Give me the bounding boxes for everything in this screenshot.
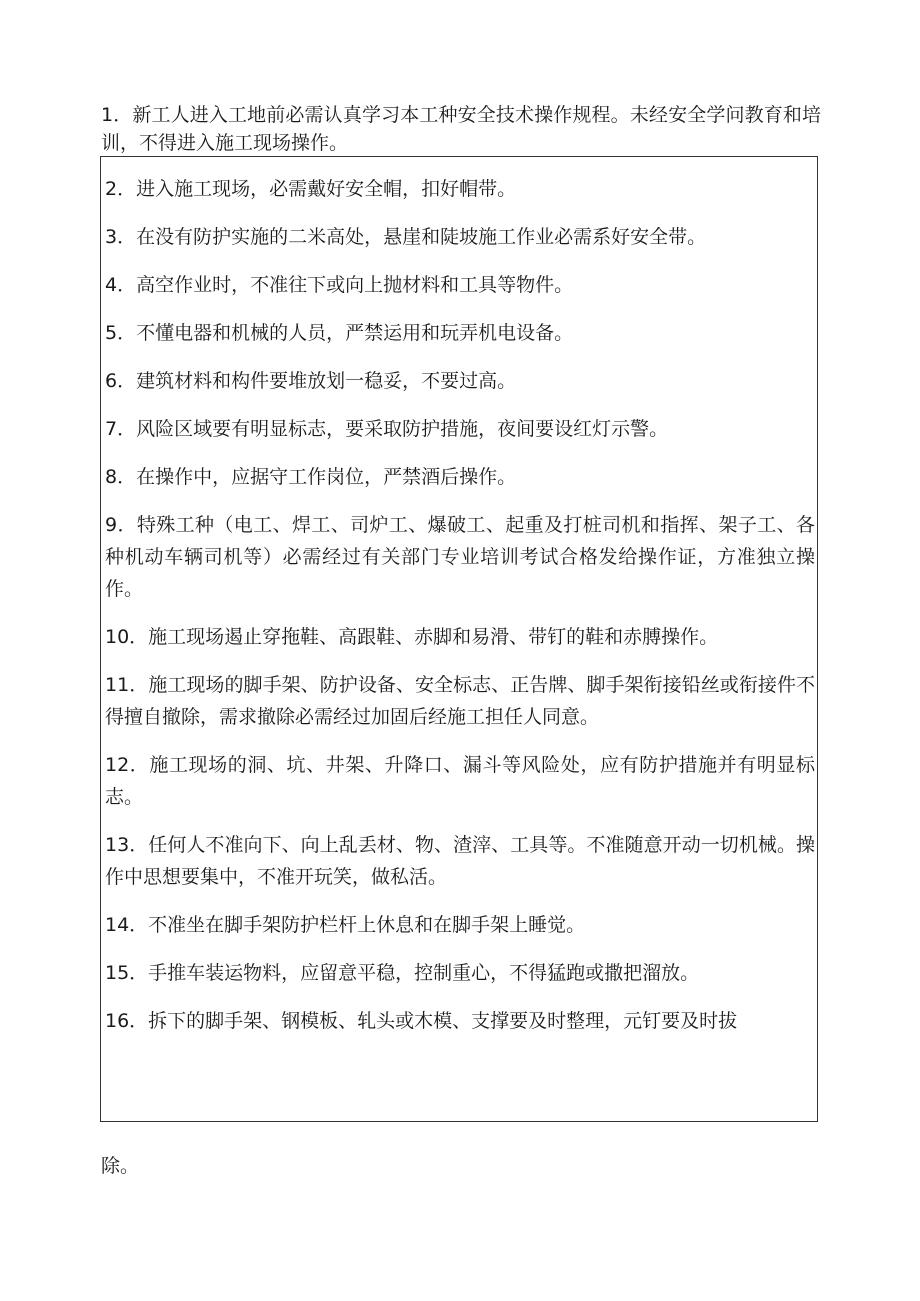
rules-list [105,173,815,1037]
rule-item: 10．施工现场遏止穿拖鞋、高跟鞋、赤脚和易滑、带钉的鞋和赤膊操作。 [105,626,719,648]
rule-item: 5．不懂电器和机械的人员，严禁运用和玩弄机电设备。 [105,322,574,344]
rule-item: 6．建筑材料和构件要堆放划一稳妥，不要过高。 [105,370,517,392]
rule-item: 13．任何人不准向下、向上乱丢材、物、渣滓、工具等。不准随意开动一切机械。操作中思想要集中，不准开玩笑，做私活。 [105,834,815,888]
rule-item: 16．拆下的脚手架、钢模板、轧头或木模、支撑要及时整理，元钉要及时拔 [105,1010,738,1032]
intro-paragraph [101,101,821,157]
rule-16-continuation: 除。 [101,1155,140,1177]
rule-item: 12．施工现场的洞、坑、井架、升降口、漏斗等风险处，应有防护措施并有明显标志。 [105,754,815,808]
rule-1-text: 1．新工人进入工地前必需认真学习本工种安全技术操作规程。未经安全学问教育和培训，不得进入施工现场操作。 [101,104,821,154]
rule-item: 4．高空作业时，不准往下或向上抛材料和工具等物件。 [105,274,574,296]
rule-item: 15．手推车装运物料，应留意平稳，控制重心，不得猛跑或撒把溜放。 [105,962,700,984]
rule-item: 7．风险区域要有明显标志，要采取防护措施，夜间要设红灯示警。 [105,418,669,440]
rules-table-cell [100,156,818,1122]
rule-item: 3．在没有防护实施的二米高处，悬崖和陡坡施工作业必需系好安全带。 [105,226,707,248]
rule-item: 14．不准坐在脚手架防护栏杆上休息和在脚手架上睡觉。 [105,914,586,936]
rule-item: 2．进入施工现场，必需戴好安全帽，扣好帽带。 [105,178,517,200]
rule-item: 9．特殊工种（电工、焊工、司炉工、爆破工、起重及打桩司机和指挥、架子工、各种机动车辆司机等）必需经过有关部门专业培训考试合格发给操作证，方准独立操作。 [105,514,815,600]
rule-item: 11．施工现场的脚手架、防护设备、安全标志、正告牌、脚手架衔接铅丝或衔接件不得擅自撤除，需求撤除必需经过加固后经施工担任人同意。 [105,674,815,728]
rule-item: 8．在操作中，应据守工作岗位，严禁酒后操作。 [105,466,517,488]
